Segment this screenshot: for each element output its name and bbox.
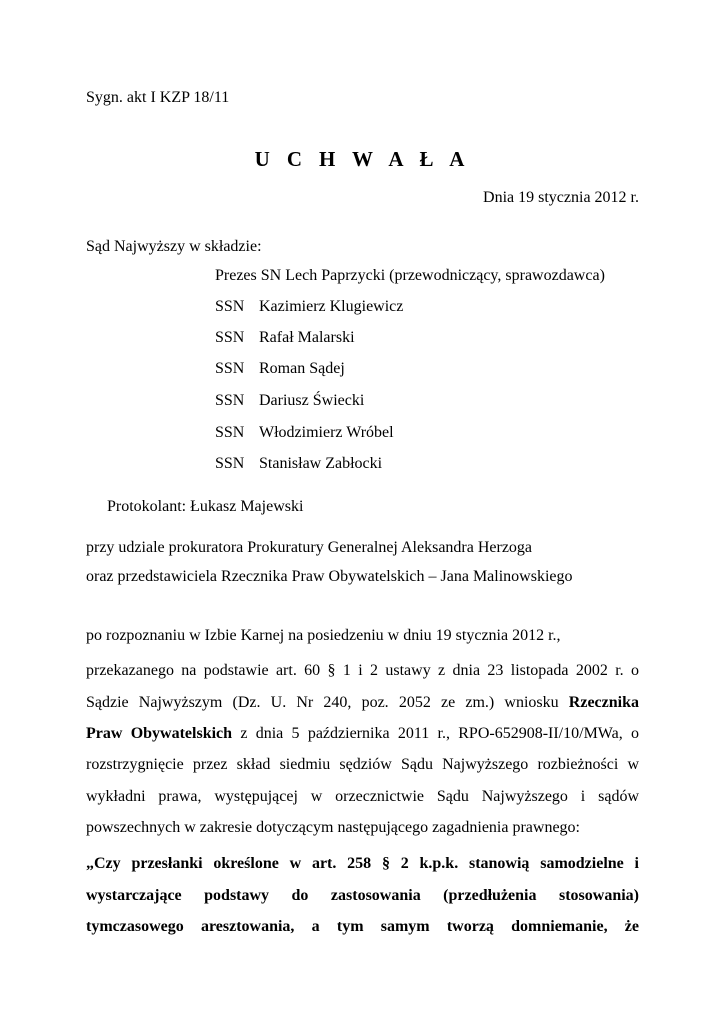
ssn-prefix: SSN bbox=[215, 298, 245, 315]
court-clerk: Protokolant: Łukasz Majewski bbox=[107, 498, 304, 515]
prosecutor-line: przy udziale prokuratora Prokuratury Generalnej Aleksandra Herzoga bbox=[86, 539, 533, 556]
judge-name: Stanisław Zabłocki bbox=[259, 455, 383, 472]
ombudsman-representative-line: oraz przedstawiciela Rzecznika Praw Obywatelskich – Jana Malinowskiego bbox=[86, 568, 573, 585]
judge-name: Rafał Malarski bbox=[259, 329, 355, 346]
judge-name: Kazimierz Klugiewicz bbox=[259, 298, 404, 315]
ssn-prefix: SSN bbox=[215, 329, 245, 346]
body-text: z dnia 5 października 2011 r., RPO-652908-II/10/MWa, o bbox=[232, 725, 640, 742]
ssn-prefix: SSN bbox=[215, 392, 245, 409]
chairman: Prezes SN Lech Paprzycki (przewodniczący, sprawozdawca) bbox=[215, 267, 605, 284]
body-bold-text: Praw Obywatelskich bbox=[86, 725, 233, 742]
judge-name: Dariusz Świecki bbox=[259, 392, 365, 409]
judge-line bbox=[215, 359, 345, 379]
document-title: U C H W A Ł A bbox=[254, 147, 471, 171]
body-line: powszechnych w zakresie dotyczącym następującego zagadnienia prawnego: bbox=[86, 819, 580, 836]
body-line: wykładni prawa, występującej w orzecznictwie Sądu Najwyższego i sądów bbox=[86, 788, 639, 805]
judge-line bbox=[215, 391, 364, 411]
legal-question-line: „Czy przesłanki określone w art. 258 § 2 k.p.k. stanowią samodzielne i bbox=[86, 855, 639, 872]
body-bold-text: Rzecznika bbox=[568, 694, 639, 711]
judge-name: Włodzimierz Wróbel bbox=[259, 424, 394, 441]
body-line: przekazanego na podstawie art. 60 § 1 i 2 ustawy z dnia 23 listopada 2002 r. o bbox=[86, 662, 639, 679]
body-text: Sądzie Najwyższym (Dz. U. Nr 240, poz. 2052 ze zm.) wniosku bbox=[86, 694, 569, 711]
document-date: Dnia 19 stycznia 2012 r. bbox=[483, 189, 639, 206]
body-line bbox=[86, 693, 639, 713]
judge-line bbox=[215, 454, 382, 474]
ssn-prefix: SSN bbox=[215, 424, 245, 441]
case-signature: Sygn. akt I KZP 18/11 bbox=[86, 89, 230, 106]
ssn-prefix: SSN bbox=[215, 455, 245, 472]
consideration-line: po rozpoznaniu w Izbie Karnej na posiedzeniu w dniu 19 stycznia 2012 r., bbox=[86, 627, 561, 644]
body-line bbox=[86, 724, 639, 744]
judge-line bbox=[215, 297, 403, 317]
court-composition-intro: Sąd Najwyższy w składzie: bbox=[86, 238, 262, 255]
body-line: rozstrzygnięcie przez skład siedmiu sędziów Sądu Najwyższego rozbieżności w bbox=[86, 756, 639, 773]
legal-question-line: wystarczające podstawy do zastosowania (przedłużenia stosowania) bbox=[86, 887, 639, 904]
judge-line bbox=[215, 423, 394, 443]
legal-question-line: tymczasowego aresztowania, a tym samym tworzą domniemanie, że bbox=[86, 918, 639, 935]
judge-name: Roman Sądej bbox=[259, 360, 345, 377]
judge-line bbox=[215, 328, 355, 348]
ssn-prefix: SSN bbox=[215, 360, 245, 377]
